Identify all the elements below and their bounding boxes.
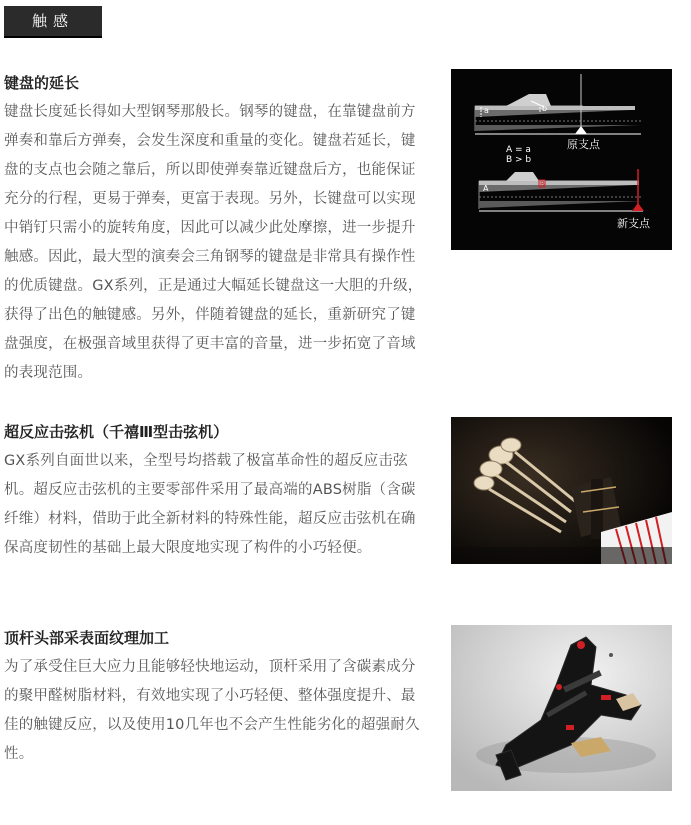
touch-tab[interactable]: 触感 [4, 6, 102, 38]
original-key-diagram [475, 74, 641, 151]
section-jack-texture [4, 627, 428, 769]
old-pivot-label: 原支点 [567, 138, 600, 151]
section-keyboard-extension [4, 72, 428, 388]
section-title: 超反应击弦机（千禧Ⅲ型击弦机） [4, 423, 229, 441]
section-body: 为了承受住巨大应力且能够轻快地运动，顶杆采用了含碳素成分的聚甲醛树脂材料，有效地实现了小巧轻便、整体强度提升、最佳的触键反应，以及使用10几年也不会产生性能劣化的超强耐久性。 [4, 659, 420, 762]
label-a-small: a [484, 106, 489, 115]
section-title: 键盘的延长 [4, 74, 80, 92]
section-action [4, 421, 428, 563]
action-mechanism-photo [451, 417, 672, 564]
equation-1: A = a [506, 145, 531, 155]
section-body: 键盘长度延长得如大型钢琴那般长。钢琴的键盘，在靠键盘前方弹奏和靠后方弹奏，会发生深度和重量的变化。键盘若延长，键盘的支点也会随之靠后，所以即使弹奏靠近键盘后方，也能保证充分的行程，更易于弹奏，更富于表现。另外，长键盘可以实现中销钉只需小的旋转角度，因此可以减少此处摩擦，进一步提升触感。因此，最大型的演奏会三角钢琴的键盘是非常具有操作性的优质键盘。GX系列，正是通过大幅延长键盘这一大胆的升级，获得了出色的触键感。另外，伴随着键盘的延长，重新研究了键盘强度，在极强音域里获得了更丰富的音量，进一步拓宽了音域的表现范围。 [4, 104, 423, 381]
label-A: A [483, 184, 489, 193]
section-body: GX系列自面世以来，全型号均搭载了极富革命性的超反应击弦机。超反应击弦机的主要零部件采用了最高端的ABS树脂（含碳纤维）材料，借助于此全新材料的特殊性能，超反应击弦机在确保高度韧性的基础上最大限度地实现了构件的小巧轻便。 [4, 453, 416, 556]
keyboard-pivot-diagram [451, 69, 672, 250]
new-key-diagram [479, 169, 651, 230]
label-b-small: b [542, 104, 548, 113]
label-B: B [540, 180, 545, 188]
jack-part-photo [451, 625, 672, 791]
section-title: 顶杆头部采表面纹理加工 [4, 629, 170, 647]
new-pivot-label: 新支点 [617, 217, 650, 230]
equation-2: B > b [506, 155, 532, 165]
